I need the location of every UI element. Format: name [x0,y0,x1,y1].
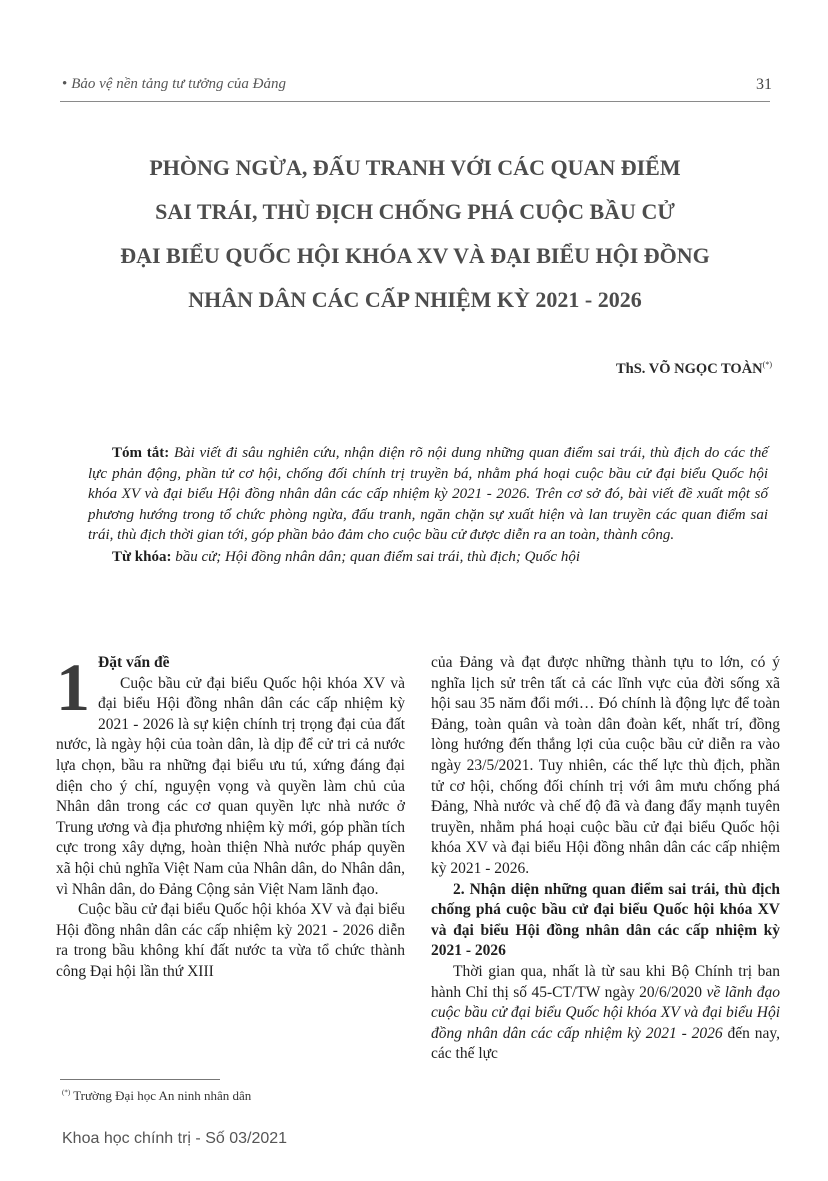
running-header [62,76,772,98]
author-byline [616,360,772,378]
section-heading-text: Đặt vấn đề [98,654,170,671]
directive-title-italic: về lãnh đạo cuộc bầu cử đại biểu Quốc hội khóa XV và đại biểu Hội đồng nhân dân các cấp nhiệm kỳ 2021 - 2026 [431,983,780,1042]
title-line: NHÂN DÂN CÁC CẤP NHIỆM KỲ 2021 - 2026 [188,287,642,312]
paragraph-text: Thời gian qua, nhất là từ sau khi Bộ Chính trị ban hành Chỉ thị số 45-CT/TW ngày 20/6/2020 [431,962,780,1001]
abstract-block [88,443,768,567]
footnote-mark: (*) [62,1088,71,1097]
body-paragraph [56,674,405,901]
keywords-text: bầu cử; Hội đồng nhân dân; quan điểm sai trái, thù địch; Quốc hội [175,548,580,565]
keywords-label: Từ khóa: [112,548,172,565]
abstract-keywords [88,547,768,568]
summary-text: Bài viết đi sâu nghiên cứu, nhận diện rõ nội dung những quan điểm sai trái, thù địch do các thế lực phản động, phần tử cơ hội, chống đối chính trị truyền bá, nhằm phá hoại cuộc bầu cử đại biểu Quốc hội khóa XV và đại biểu Hội đồng nhân dân các cấp nhiệm kỳ 2021 - 2026. Trên cơ sở đó, bài viết đề xuất một số phương hướng trong tổ chức phòng ngừa, đấu tranh, ngăn chặn sự xuất hiện và lan truyền các quan điểm sai trái, thù địch thời gian tới, góp phần bảo đảm cho cuộc bầu cử được diễn ra an toàn, thành công. [88,445,768,543]
title-line: SAI TRÁI, THÙ ĐỊCH CHỐNG PHÁ CUỘC BẦU CỬ [155,199,675,224]
paragraph-text: Cuộc bầu cử đại biểu Quốc hội khóa XV và đại biểu Hội đồng nhân dân các cấp nhiệm kỳ 2021 - 2026 diễn ra trong bầu không khí đất nước ta vừa tổ chức thành công Đại hội lần thứ XIII [56,901,405,980]
paragraph-text: của Đảng và đạt được những thành tựu to lớn, có ý nghĩa lịch sử trên tất cả các lĩnh vực của đời sống xã hội sau 35 năm đổi mới… Đó chính là động lực để toàn Đảng, toàn quân và toàn dân đoàn kết, nhất trí, đồng lòng hướng đến thắng lợi của cuộc bầu cử diễn ra vào ngày 23/5/2021. Tuy nhiên, các thế lực thù địch, phần tử cơ hội, chống đối chính trị với âm mưu chống phá Đảng, Nhà nước và chế độ đã và đang đẩy mạnh tuyên truyền, nhằm phá hoại cuộc bầu cử đại biểu Quốc hội khóa XV và đại biểu Hội đồng nhân dân các cấp nhiệm kỳ 2021 - 2026. [431,654,780,877]
bullet-marker: • [62,76,68,92]
paragraph-text: đến nay, các thế lực [431,1024,780,1063]
body-paragraph [56,900,405,982]
section-heading-text: 2. Nhận diện những quan điểm sai trái, thù địch chống phá cuộc bầu cử đại biểu Quốc hội khóa XV và đại biểu Hội đồng nhân dân các cấp nhiệm kỳ 2021 - 2026 [431,880,780,960]
footnote [62,1088,251,1104]
article-title [60,146,770,322]
journal-footer: Khoa học chính trị - Số 03/2021 [62,1130,288,1147]
left-column [56,649,405,983]
footnote-divider [60,1079,220,1080]
right-column [431,653,780,1065]
header-divider [60,101,770,102]
section-number-dropcap: 1 [56,649,90,725]
author-footnote-mark: (*) [762,360,772,369]
footnote-text: Trường Đại học An ninh nhân dân [73,1088,252,1103]
page-number: 31 [756,76,772,93]
abstract-summary [88,443,768,546]
body-paragraph [431,653,780,880]
title-line: ĐẠI BIỂU QUỐC HỘI KHÓA XV VÀ ĐẠI BIỂU HỘI ĐỒNG [120,243,710,268]
body-paragraph [431,962,780,1065]
section-heading-1 [56,653,405,674]
section-heading-2 [431,880,780,962]
paragraph-text: Cuộc bầu cử đại biểu Quốc hội khóa XV và đại biểu Hội đồng nhân dân các cấp nhiệm kỳ 2021 - 2026 là sự kiện chính trị trọng đại của đất nước, là ngày hội của toàn dân, là dịp để cử tri cả nước lựa chọn, bầu ra những đại biểu ưu tú, xứng đáng đại diện cho ý chí, nguyện vọng và quyền làm chủ của Nhân dân trong các cơ quan quyền lực nhà nước ở Trung ương và địa phương nhiệm kỳ mới, góp phần tích cực trong xây dựng, hoàn thiện Nhà nước pháp quyền xã hội chủ nghĩa Việt Nam của Nhân dân, do Nhân dân, vì Nhân dân, do Đảng Cộng sản Việt Nam lãnh đạo. [56,674,405,898]
author-name: ThS. VÕ NGỌC TOÀN [616,360,763,377]
running-title: Bảo vệ nền tảng tư tưởng của Đảng [71,76,287,92]
summary-label: Tóm tắt: [112,445,170,461]
title-line: PHÒNG NGỪA, ĐẤU TRANH VỚI CÁC QUAN ĐIỂM [149,155,681,180]
